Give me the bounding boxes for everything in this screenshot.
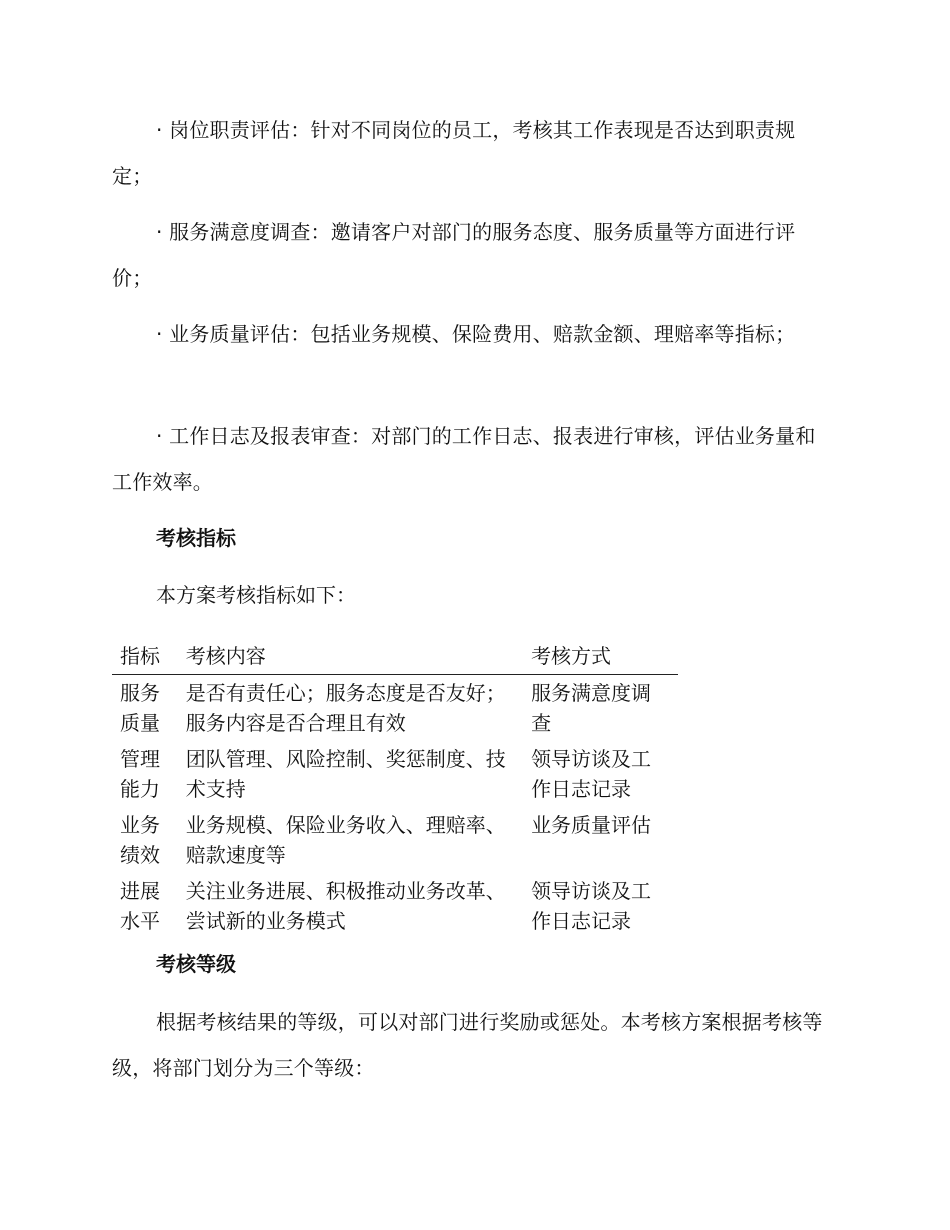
header-indicator: 指标: [112, 640, 178, 675]
grades-body: 根据考核结果的等级，可以对部门进行奖励或惩处。本考核方案根据考核等级，将部门划分为三个等级：: [112, 1010, 823, 1080]
header-content: 考核内容: [178, 640, 523, 675]
bullet-business-quality-evaluation: · 业务质量评估：包括业务规模、保险费用、赔款金额、理赔率等指标；: [156, 322, 796, 346]
cell-method: 领导访谈及工作日志记录: [531, 747, 652, 801]
section-title-grades: 考核等级: [156, 952, 236, 976]
cell-content: 团队管理、风险控制、奖惩制度、技术支持: [185, 747, 506, 801]
bullet-work-log-review: · 工作日志及报表审查：对部门的工作日志、报表进行审核，评估业务量和工作效率。: [112, 424, 816, 494]
cell-content: 是否有责任心；服务态度是否友好；服务内容是否合理且有效: [185, 681, 506, 735]
table-row: [112, 741, 678, 807]
cell-content: 业务规模、保险业务收入、理赔率、赔款速度等: [185, 813, 506, 867]
indicators-table: [112, 640, 678, 939]
bullet-job-duty-evaluation: · 岗位职责评估：针对不同岗位的员工，考核其工作表现是否达到职责规定；: [112, 118, 796, 188]
table-row: [112, 807, 678, 873]
header-method: 考核方式: [523, 640, 678, 675]
cell-indicator: 服务质量: [120, 681, 160, 735]
section-title-indicators: 考核指标: [156, 526, 236, 550]
cell-indicator: 进展水平: [120, 879, 160, 933]
cell-method: 服务满意度调查: [531, 681, 652, 735]
cell-content: 关注业务进展、积极推动业务改革、尝试新的业务模式: [185, 879, 506, 933]
table-row: [112, 675, 678, 742]
cell-indicator: 业务绩效: [120, 813, 160, 867]
cell-indicator: 管理能力: [120, 747, 160, 801]
indicators-intro: 本方案考核指标如下：: [156, 583, 356, 607]
bullet-service-satisfaction-survey: · 服务满意度调查：邀请客户对部门的服务态度、服务质量等方面进行评价；: [112, 220, 796, 290]
cell-method: 领导访谈及工作日志记录: [531, 879, 652, 933]
cell-method: 业务质量评估: [531, 813, 652, 837]
table-header-row: [112, 640, 678, 675]
table-row: [112, 873, 678, 939]
